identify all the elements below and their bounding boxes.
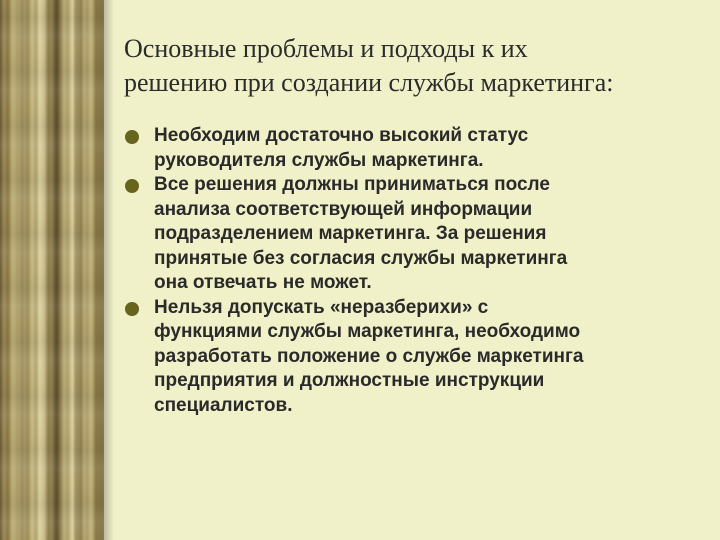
bullet-line: Все решения должны приниматься после xyxy=(154,174,550,195)
bullet-line: руководителя службы маркетинга. xyxy=(154,149,484,171)
drapery-shadow xyxy=(104,0,114,540)
bullet-line: она отвечать не может. xyxy=(154,272,372,293)
bullet-line: разработать положение о службе маркетинга xyxy=(154,345,584,367)
bullet-item xyxy=(124,296,704,419)
bullet-text xyxy=(154,173,704,296)
bullet-line: принятые без согласия службы маркетинга xyxy=(154,247,568,269)
bullet-line: Необходим достаточно высокий статус xyxy=(154,125,529,146)
bullet-line: специалистов. xyxy=(154,394,293,416)
bullet-item xyxy=(124,124,704,173)
bullet-line: анализа соответствующей информации xyxy=(154,198,533,220)
bullet-dot-icon xyxy=(125,130,139,144)
bullet-text xyxy=(154,296,704,419)
bullet-line: функциями службы маркетинга, необходимо xyxy=(154,321,581,342)
bullet-dot-icon xyxy=(125,179,139,193)
gold-drapery-decoration xyxy=(0,0,104,540)
bullet-line: подразделением маркетинга. За решения xyxy=(154,223,547,244)
slide-title-line: Основные проблемы и подходы к их xyxy=(124,34,528,63)
bullet-dot-icon xyxy=(125,302,139,316)
slide-title-line: решению при создании службы маркетинга: xyxy=(124,68,614,97)
bullet-text xyxy=(154,124,704,173)
bullet-list xyxy=(124,124,704,418)
bullet-line: Нельзя допускать «неразберихи» с xyxy=(154,296,489,318)
bullet-item xyxy=(124,173,704,296)
slide-title xyxy=(124,32,704,100)
bullet-line: предприятия и должностные инструкции xyxy=(154,370,545,391)
